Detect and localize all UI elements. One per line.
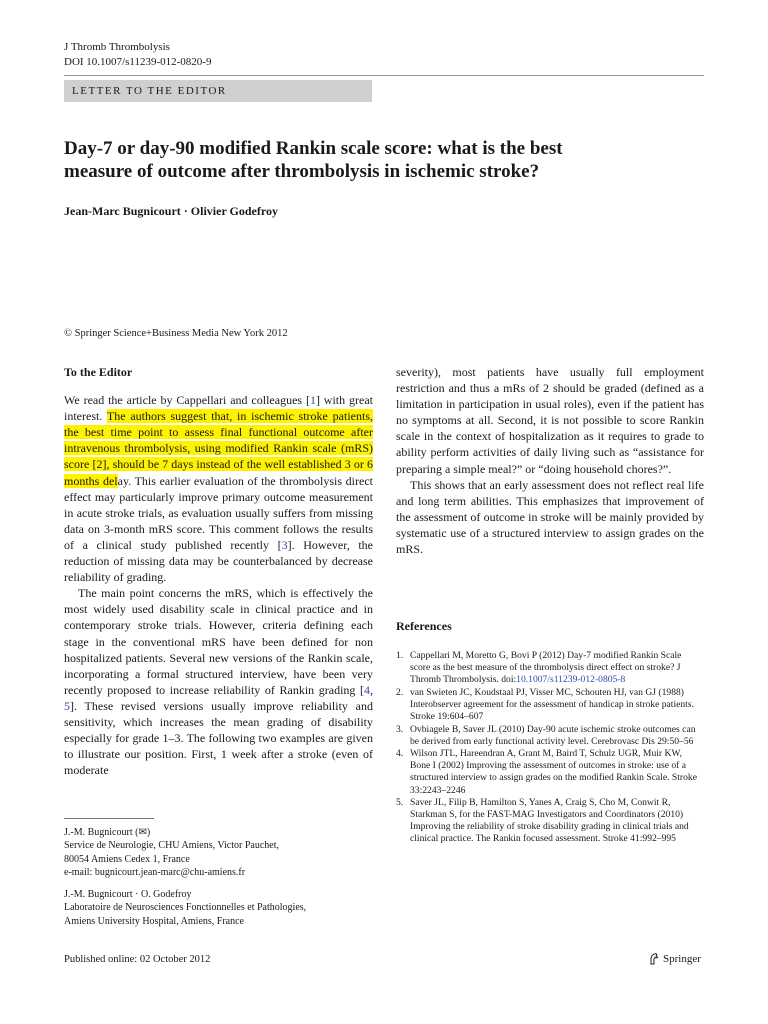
highlighted-text: The authors suggest that, in ischemic stroke patients, the best time point to assess final functional outcome after intravenous thrombolysis, using modified Rankin scale (mRS) score [2], should be 7 days instead of the well established 3 or 6 months del — [64, 409, 373, 488]
text-run: , — [370, 682, 373, 697]
affiliation-name: J.-M. Bugnicourt · O. Godefroy — [64, 889, 192, 900]
reference-text: Saver JL, Filip B, Hamilton S, Yanes A, Craig S, Cho M, Conwit R, Starkman S, for the FAST-MAG Investigators and Coordinators (2010) Improving the reliability of stroke disability grading in clinical trials and clinical practice. The Rankin focused assessment. Stroke 41:992–995 — [410, 797, 689, 845]
text-run: ]. These revised versions usually improve reliability and sensitivity, which increases the mean grading of disability especially for grade 1–3. The following two examples are given to illustrate our position. First, 1 week after a stroke (even of moderate — [64, 698, 373, 778]
copyright-notice: © Springer Science+Business Media New York 2012 — [64, 328, 288, 339]
reference-doi-link[interactable]: 10.1007/s11239-012-0805-8 — [516, 674, 626, 686]
affiliation-line: Service de Neurologie, CHU Amiens, Victor Pauchet, — [64, 840, 279, 852]
citation-link-5[interactable]: 5 — [64, 698, 70, 713]
author-2[interactable]: Olivier Godefroy — [190, 204, 278, 218]
reference-item — [396, 650, 704, 686]
author-separator: · — [183, 204, 188, 218]
text-run: ay. This earlier evaluation of the thrombolysis direct effect may particularly improve primary outcome measurement in acute stroke trials, as evaluation usually suffers from missing data on 3-month mRS score. This comment follows the results of a clinical study published recently [ — [64, 473, 373, 552]
affiliation-line: Amiens University Hospital, Amiens, France — [64, 915, 244, 927]
reference-item — [396, 797, 704, 845]
author-email[interactable]: e-mail: bugnicourt.jean-marc@chu-amiens.fr — [64, 866, 246, 878]
reference-number: 1. — [396, 650, 404, 661]
published-date: Published online: 02 October 2012 — [64, 954, 211, 965]
body-right-column — [396, 364, 704, 557]
reference-item — [396, 687, 704, 723]
reference-text: Wilson JTL, Hareendran A, Grant M, Baird T, Schulz UGR, Muir KW, Bone I (2002) Improving the assessment of outcomes in stroke: use of a structured interview to assign grades on the modified Rankin Scale. Stroke 33:2243–2246 — [410, 748, 697, 796]
section-banner: LETTER TO THE EDITOR — [64, 80, 372, 102]
paragraph-3: severity), most patients have usually full employment restriction and thus a mRs of 2 should be graded (defined as a limitation in participation in usual roles), even if the patient has no symptoms at all. Second, it is not possible to score Rankin scale in the context of hospitalization as it requires to grade to ability perform activities of daily living such as “assistance for preparing a simple meal?” or “doing household chores?”. — [396, 365, 704, 476]
affiliation-1 — [64, 826, 373, 879]
title-line-2: measure of outcome after thrombolysis in ischemic stroke? — [64, 161, 540, 182]
text-run: ]. However, the reduction of missing data may be counterbalanced by decrease reliability of grading. — [64, 537, 374, 585]
text-run: ] with great interest. — [64, 393, 374, 424]
reference-number: 5. — [396, 797, 404, 809]
paragraph-2 — [64, 585, 373, 778]
reference-number: 3. — [396, 723, 404, 735]
paragraph-1 — [64, 392, 373, 585]
citation-link-3[interactable]: 3 — [281, 537, 288, 552]
paragraph-4: This shows that an early assessment does not reflect real life and long term abilities. This emphasizes that improvement of the assessment of outcome in stroke will be mainly provided by systematic use of a structured interview to assign grades on the mRS. — [396, 477, 704, 557]
citation-link-4[interactable]: 4 — [364, 682, 370, 697]
journal-header — [64, 40, 211, 70]
publisher-mark — [648, 952, 701, 965]
author-list — [64, 204, 278, 219]
header-rule — [64, 75, 704, 76]
affiliation-line: 80054 Amiens Cedex 1, France — [64, 853, 190, 865]
section-heading: To the Editor — [64, 365, 133, 379]
doi: DOI 10.1007/s11239-012-0820-9 — [64, 56, 212, 68]
reference-item — [396, 748, 704, 796]
references-heading: References — [396, 619, 452, 633]
article-title — [64, 137, 704, 183]
title-line-1: Day-7 or day-90 modified Rankin scale score: what is the best — [64, 138, 563, 159]
reference-text: Cappellari M, Moretto G, Bovi P (2012) Day-7 modified Rankin Scale score as the best measure of the thrombolysis direct effect on stroke? J Thromb Thrombolysis. doi: — [410, 650, 682, 686]
text-run: We read the article by Cappellari and colleagues [ — [64, 393, 310, 408]
reference-number: 4. — [396, 748, 404, 760]
reference-number: 2. — [396, 686, 404, 698]
citation-link-1[interactable]: 1 — [309, 393, 316, 408]
reference-text: Ovbiagele B, Saver JL (2010) Day-90 acute ischemic stroke outcomes can be derived from early functional activity level. Cerebrovasc Dis 29:50–56 — [410, 723, 696, 747]
reference-text: van Swieten JC, Koudstaal PJ, Visser MC, Schouten HJ, van GJ (1988) Interobserver agreement for the assessment of handicap in stroke patients. Stroke 19:604–607 — [410, 686, 694, 722]
text-run: The main point concerns the mRS, which is effectively the most widely used disability scale in clinical practice and in contemporary stroke trials. However, criteria defining each stage in the conventional mRS have been defined for non hospitalized patients. Several new versions of the Rankin scale, incorporating a formal structured interview, have been very recently proposed to increase reliability of Rankin grading [ — [64, 586, 373, 697]
springer-horse-icon — [648, 952, 660, 965]
reference-list — [396, 650, 704, 846]
author-1[interactable]: Jean-Marc Bugnicourt — [64, 204, 181, 218]
affiliation-name: J.-M. Bugnicourt (✉) — [64, 827, 151, 838]
affiliation-2 — [64, 888, 373, 928]
reference-item — [396, 724, 704, 748]
body-left-column — [64, 364, 373, 778]
publisher-name: Springer — [663, 952, 701, 965]
affiliation-line: Laboratoire de Neurosciences Fonctionnelles et Pathologies, — [64, 902, 307, 914]
journal-name: J Thromb Thrombolysis — [64, 41, 170, 53]
footnote-rule — [64, 818, 154, 819]
